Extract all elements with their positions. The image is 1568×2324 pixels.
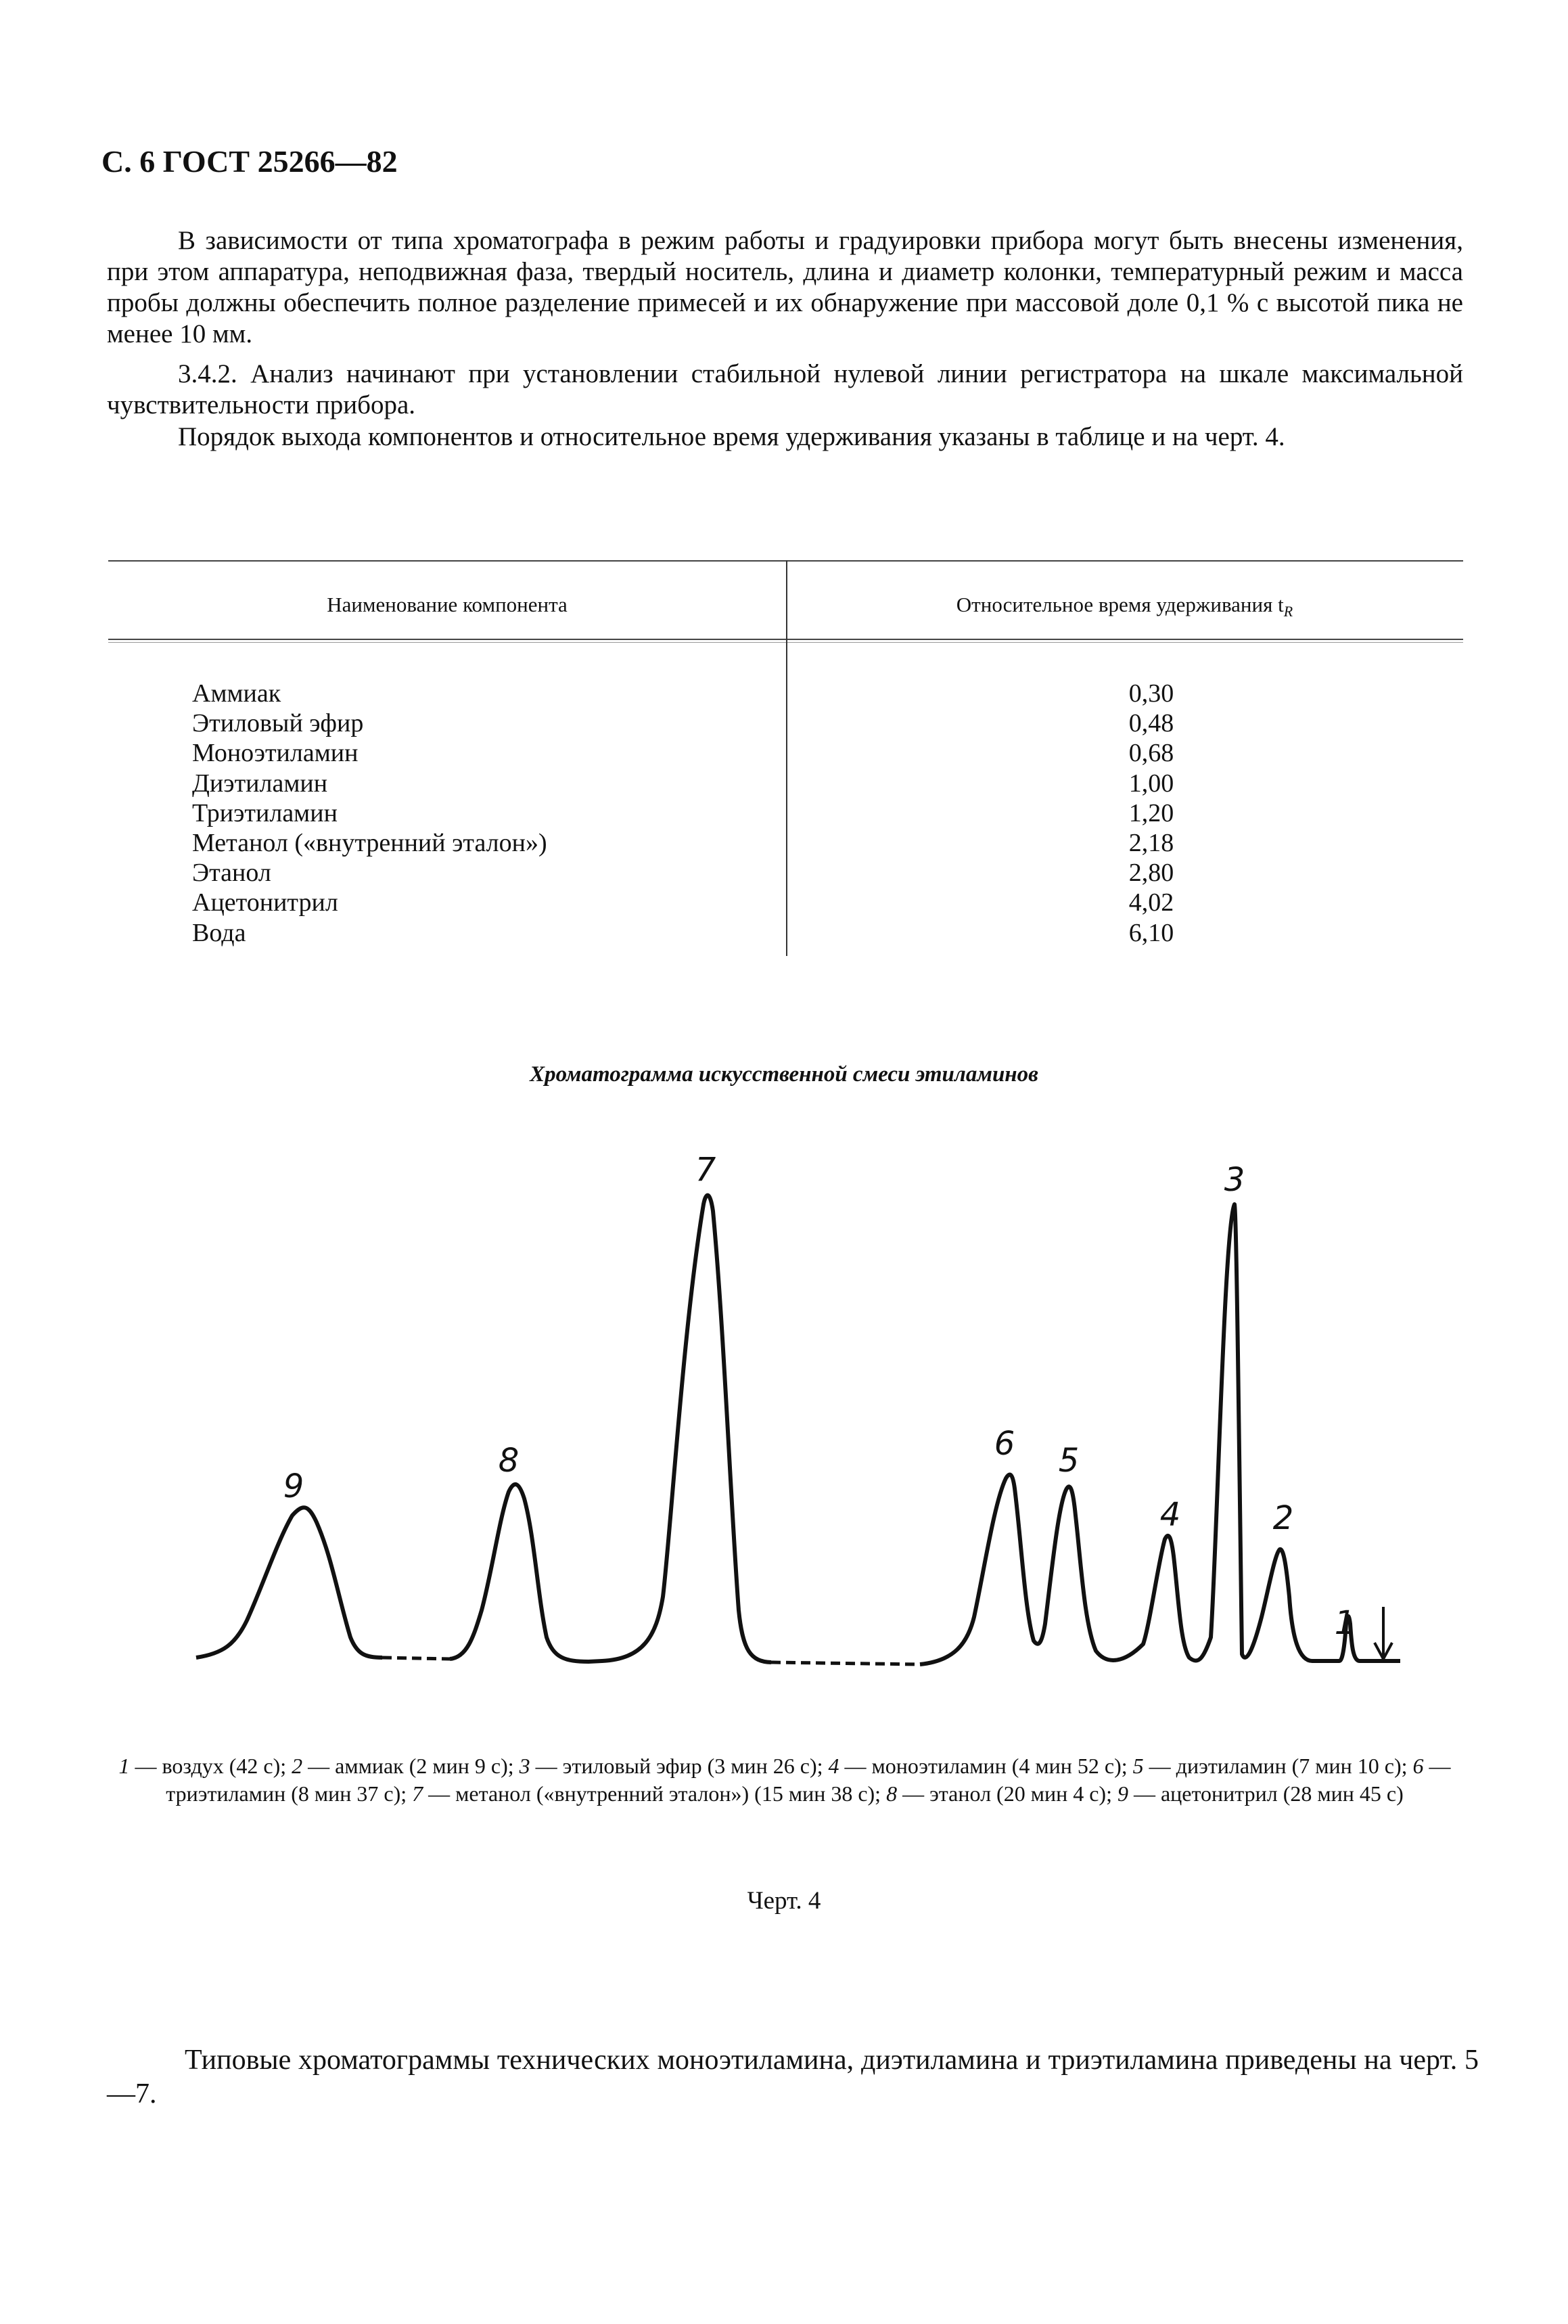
trace-segment-9	[196, 1507, 382, 1658]
retention-value: 2,80	[1128, 859, 1174, 888]
caption-peak-number: 3	[519, 1754, 530, 1778]
component-name: Аммиак	[192, 679, 281, 708]
retention-value: 1,00	[1128, 769, 1174, 798]
peak-label-5: 5	[1058, 1442, 1080, 1480]
peak-label-8: 8	[498, 1442, 520, 1480]
retention-value: 0,30	[1128, 679, 1174, 708]
caption-peak-description: — воздух (42 с);	[129, 1754, 292, 1778]
figure-number: Черт. 4	[747, 1887, 821, 1915]
trace-segment-8	[450, 1195, 771, 1662]
caption-peak-number: 2	[292, 1754, 303, 1778]
baseline-dash-1	[382, 1658, 450, 1659]
component-names	[192, 679, 547, 948]
caption-peak-number: 4	[828, 1754, 839, 1778]
paragraph-order: Порядок выхода компонентов и относительное время удерживания указаны в таблице и на черт. 4.	[178, 422, 1285, 451]
peak-label-3: 3	[1224, 1161, 1245, 1199]
caption-peak-number: 7	[412, 1781, 423, 1806]
retention-values	[1050, 679, 1253, 948]
caption-peak-description: — триэтиламин (8 мин 37 с);	[166, 1754, 1451, 1806]
retention-table	[108, 560, 1463, 956]
component-name: Моноэтиламин	[192, 739, 359, 768]
retention-value: 4,02	[1128, 888, 1174, 917]
component-name: Этиловый эфир	[192, 709, 364, 738]
peak-label-9: 9	[283, 1467, 304, 1505]
peak-label-7: 7	[695, 1151, 716, 1189]
caption-peak-number: 5	[1132, 1754, 1144, 1778]
column-header-name: Наименование компонента	[327, 593, 568, 616]
component-name: Этанол	[192, 859, 271, 888]
retention-value: 2,18	[1128, 829, 1174, 858]
caption-peak-description: — этанол (20 мин 4 с);	[897, 1781, 1117, 1806]
injection-arrow	[1375, 1607, 1392, 1659]
caption-peak-number: 1	[118, 1754, 130, 1778]
paragraph-apparatus: В зависимости от типа хроматографа в режим работы и градуировки прибора могут быть внесены изменения, при этом аппаратура, неподвижная фаза, твердый носитель, длина и диаметр колонки, температурный режим и масса пробы должны обеспечить полное разделение примесей и их обнаружение при массовой доле 0,1 % с высотой пика не менее 10 мм.	[107, 226, 1463, 348]
trace-segment-main	[920, 1204, 1400, 1664]
caption-peak-description: — этиловый эфир (3 мин 26 с);	[530, 1754, 829, 1778]
column-header-time-text: Относительное время удерживания t	[956, 593, 1284, 616]
retention-value: 6,10	[1128, 918, 1174, 947]
caption-peak-number: 8	[886, 1781, 898, 1806]
caption-peak-number: 9	[1117, 1781, 1128, 1806]
component-name: Метанол («внутренний эталон»)	[192, 829, 547, 858]
paragraph-3-4-2: 3.4.2. Анализ начинают при установлении стабильной нулевой линии регистратора на шкале максимальной чувствительности прибора.	[107, 359, 1463, 419]
peak-label-6: 6	[994, 1425, 1015, 1463]
caption-peak-number: 6	[1412, 1754, 1424, 1778]
component-name: Ацетонитрил	[192, 888, 338, 917]
component-name: Триэтиламин	[192, 798, 338, 827]
chromatogram-figure	[0, 1123, 1568, 1732]
retention-value: 1,20	[1128, 798, 1174, 827]
column-header-time	[786, 593, 1463, 620]
baseline-dash-2	[771, 1662, 920, 1664]
component-name: Вода	[192, 918, 246, 947]
column-header-time-sub: R	[1283, 603, 1293, 620]
page-header: С. 6 ГОСТ 25266—82	[101, 144, 398, 179]
component-name: Диэтиламин	[192, 769, 328, 798]
retention-value: 0,68	[1128, 739, 1174, 768]
peak-label-1: 1	[1334, 1604, 1356, 1642]
figure-title: Хроматограмма искусственной смеси этиламинов	[530, 1062, 1038, 1087]
paragraph-typical-chromatograms: Типовые хроматограммы технических моноэтиламина, диэтиламина и триэтиламина приведены на черт. 5—7.	[107, 2045, 1479, 2110]
caption-peak-description: — аммиак (2 мин 9 с);	[302, 1754, 520, 1778]
caption-peak-description: — моноэтиламин (4 мин 52 с);	[839, 1754, 1133, 1778]
retention-value: 0,48	[1128, 709, 1174, 738]
caption-peak-description: — ацетонитрил (28 мин 45 с)	[1128, 1781, 1404, 1806]
peak-label-4: 4	[1159, 1496, 1181, 1534]
peak-label-2: 2	[1272, 1499, 1294, 1537]
caption-peak-description: — диэтиламин (7 мин 10 с);	[1143, 1754, 1413, 1778]
figure-caption	[118, 1752, 1451, 1808]
caption-peak-description: — метанол («внутренний эталон») (15 мин 38 с);	[423, 1781, 887, 1806]
